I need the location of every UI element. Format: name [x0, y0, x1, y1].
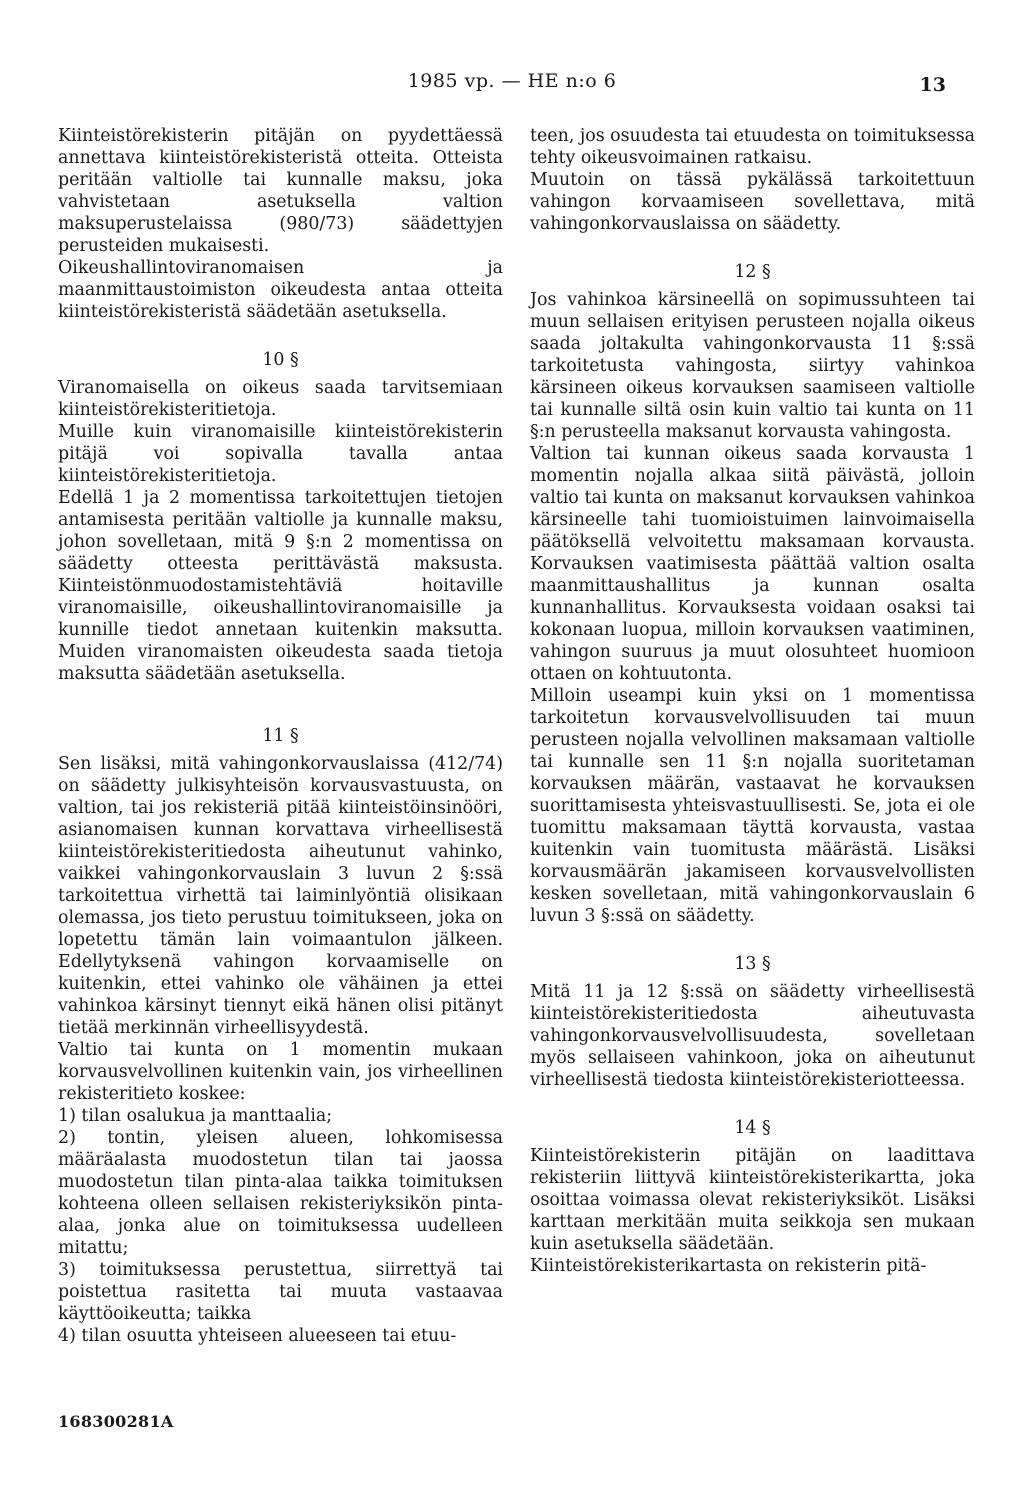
paragraph: Edellä 1 ja 2 momentissa tarkoitettujen tietojen antamisesta peritään valtiolle ja kunnalle maksu, johon sovelletaan, mitä 9 §:n 2 momentissa on säädetty otteesta perittävästä maksusta. Kiinteistönmuodostamistehtäviä hoitaville viranomaisille, oikeushallintoviranomaisille ja kunnille tiedot annetaan kuitenkin maksutta. Muiden viranomaisten oikeudesta saada tietoja maksutta säädetään asetuksella.: [58, 488, 503, 684]
paragraph: Muille kuin viranomaisille kiinteistörekisterin pitäjä voi sopivalla tavalla antaa kiinteistörekisteritietoja.: [58, 422, 503, 486]
list-item: 2) tontin, yleisen alueen, lohkomisessa määräalasta muodostetun tilan tai jaossa muodostetun tilan pinta-alaa taikka toimituksen kohteena olleen sellaisen rekisteriyksikön pinta-alaa, jonka alue on toimituksessa uudelleen mitattu;: [58, 1128, 503, 1258]
list-item: 3) toimituksessa perustettua, siirrettyä tai poistettua rasitetta tai muuta vastaavaa käyttöoikeutta; taikka: [58, 1260, 503, 1324]
paragraph: Kiinteistörekisterin pitäjän on laadittava rekisteriin liittyvä kiinteistörekisterikartta, joka osoittaa voimassa olevat rekisteriyksiköt. Lisäksi karttaan merkitään muita seikkoja sen mukaan kuin asetuksella säädetään.: [530, 1146, 975, 1254]
paragraph: Oikeushallintoviranomaisen ja maanmittaustoimiston oikeudesta antaa otteita kiinteistörekisteristä säädetään asetuksella.: [58, 258, 503, 322]
paragraph: Mitä 11 ja 12 §:ssä on säädetty virheellisestä kiinteistörekisteritiedosta aiheutuvasta vahingonkorvausvelvollisuudesta, sovelletaan myös sellaiseen vahinkoon, joka on aiheutunut virheellisestä tiedosta kiinteistörekisteriotteessa.: [530, 982, 975, 1090]
footer-code: 168300281A: [58, 1412, 174, 1431]
paragraph: Valtion tai kunnan oikeus saada korvausta 1 momentin nojalla alkaa siitä päivästä, jolloin valtio tai kunta on maksanut korvauksen vahinkoa kärsineelle tahi tuomioistuimen lainvoimaisella päätöksellä velvoitettu maksamaan korvausta. Korvauksen vaatimisesta päättää valtion osalta maanmittaushallitus ja kunnan osalta kunnanhallitus. Korvauksesta voidaan osaksi tai kokonaan luopua, milloin korvauksen vaatiminen, vahingon suuruus ja muut olosuhteet huomioon ottaen on kohtuutonta.: [530, 444, 975, 684]
page-header: [0, 70, 1024, 100]
paragraph: Valtio tai kunta on 1 momentin mukaan korvausvelvollinen kuitenkin vain, jos virheellinen rekisteritieto koskee:: [58, 1040, 503, 1104]
page-number: 13: [919, 74, 946, 96]
section-heading-14: 14 §: [734, 1118, 771, 1138]
document-title: 1985 vp. — HE n:o 6: [407, 70, 617, 92]
section-heading-13: 13 §: [734, 954, 771, 974]
paragraph: Sen lisäksi, mitä vahingonkorvauslaissa (412/74) on säädetty julkisyhteisön korvausvastuusta, on valtion, tai jos rekisteriä pitää kiinteistöinsinööri, asianomaisen kunnan korvattava virheellisestä kiinteistörekisteritiedosta aiheutunut vahinko, vaikkei vahingonkorvauslain 3 luvun 2 §:ssä tarkoitettua virhettä tai laiminlyöntiä olisikaan olemassa, jos tieto perustuu toimitukseen, joka on lopetettu tämän lain voimaantulon jälkeen. Edellytyksenä vahingon korvaamiselle on kuitenkin, ettei vahinko ole vähäinen ja ettei vahinkoa kärsinyt tiennyt eikä hänen olisi pitänyt tietää merkinnän virheellisyydestä.: [58, 754, 503, 1038]
paragraph: Muutoin on tässä pykälässä tarkoitettuun vahingon korvaamiseen sovellettava, mitä vahingonkorvauslaissa on säädetty.: [530, 170, 975, 234]
paragraph: teen, jos osuudesta tai etuudesta on toimituksessa tehty oikeusvoimainen ratkaisu.: [530, 126, 975, 168]
paragraph: Viranomaisella on oikeus saada tarvitsemiaan kiinteistörekisteritietoja.: [58, 378, 503, 420]
right-column: [530, 125, 975, 1277]
list-item: 4) tilan osuutta yhteiseen alueeseen tai etuu-: [58, 1326, 457, 1346]
list-item: 1) tilan osalukua ja manttaalia;: [58, 1106, 333, 1126]
paragraph: Kiinteistörekisterin pitäjän on pyydettäessä annettava kiinteistörekisteristä otteita. Otteista peritään valtiolle tai kunnalle maksu, joka vahvistetaan asetuksella valtion maksuperustelaissa (980/73) säädettyjen perusteiden mukaisesti.: [58, 126, 503, 256]
left-column: [58, 125, 503, 1347]
paragraph: Jos vahinkoa kärsineellä on sopimussuhteen tai muun sellaisen erityisen perusteen nojalla oikeus saada joltakulta vahingonkorvausta 11 §:ssä tarkoitetusta vahingosta, siirtyy vahinkoa kärsineen oikeus korvauksen saamiseen valtiolle tai kunnalle siltä osin kuin valtio tai kunta on 11 §:n perusteella maksanut korvausta vahingosta.: [530, 290, 975, 442]
section-heading-11: 11 §: [262, 726, 299, 746]
paragraph: Milloin useampi kuin yksi on 1 momentissa tarkoitetun korvausvelvollisuuden tai muun perusteen nojalla velvollinen maksamaan valtiolle tai kunnalle sen 11 §:n nojalla suoritetaman korvauksen määrän, vastaavat he korvauksen suorittamisesta yhteisvastuullisesti. Se, jota ei ole tuomittu maksamaan täyttä korvausta, vastaa kuitenkin vain tuomitusta määrästä. Lisäksi korvausmäärän jakamiseen korvausvelvollisten kesken sovelletaan, mitä vahingonkorvauslain 6 luvun 3 §:ssä on säädetty.: [530, 686, 975, 926]
section-heading-12: 12 §: [734, 262, 771, 282]
paragraph: Kiinteistörekisterikartasta on rekisterin pitä-: [530, 1256, 927, 1276]
section-heading-10: 10 §: [262, 350, 299, 370]
